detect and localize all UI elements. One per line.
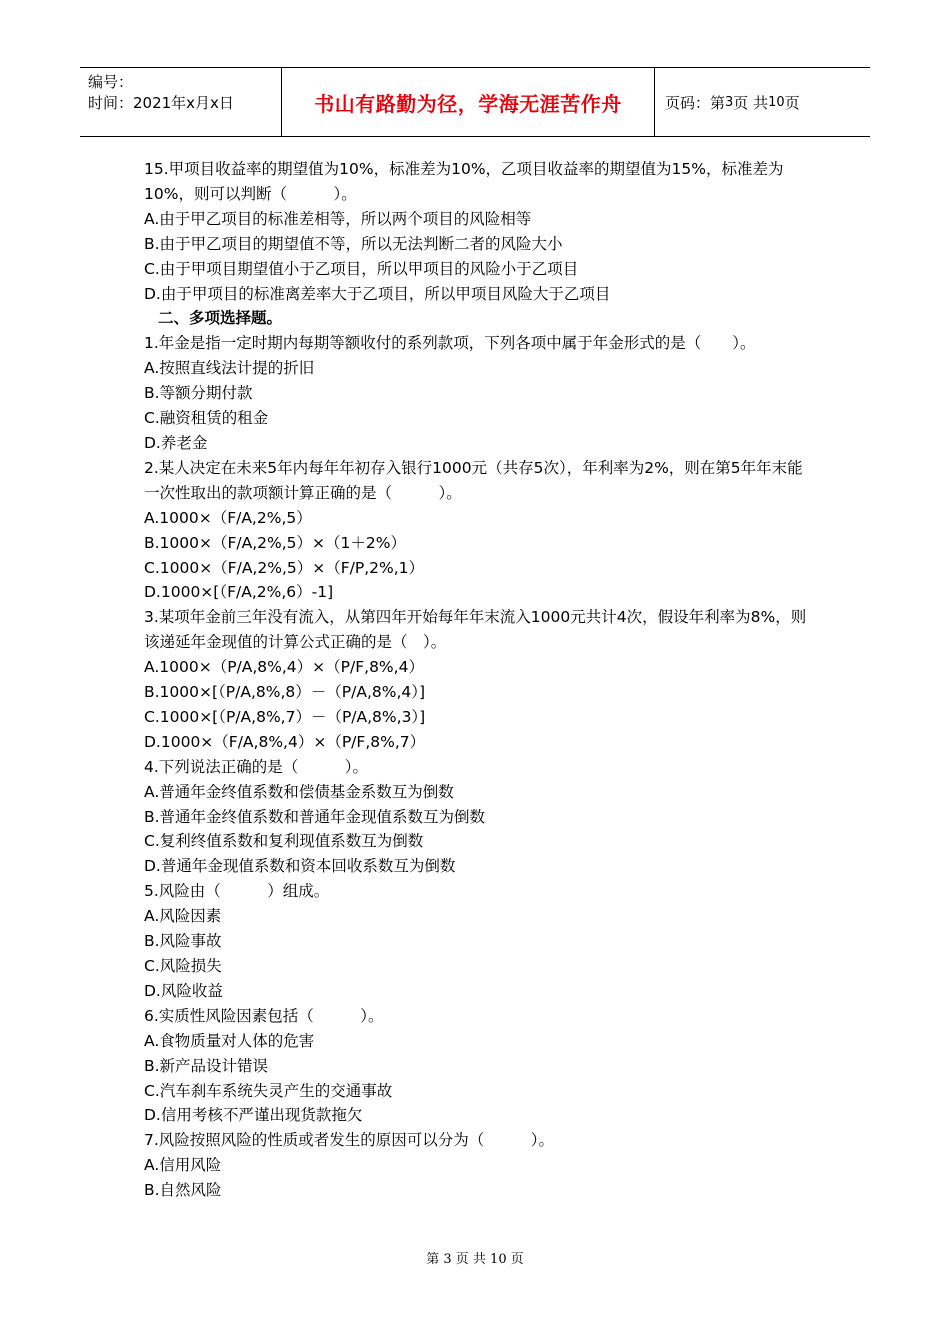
answer-option: C.1000×[（P/A,8%,7）－（P/A,8%,3）] — [144, 707, 426, 726]
answer-option: C.1000×（F/A,2%,5）×（F/P,2%,1） — [144, 558, 425, 577]
answer-option: A.1000×（F/A,2%,5） — [144, 508, 312, 527]
page-total: 10 — [768, 94, 785, 110]
header-motto: 书山有路勤为径，学海无涯苦作舟 — [282, 68, 655, 136]
question-stem: 1.年金是指一定时期内每期等额收付的系列款项，下列各项中属于年金形式的是（ ）。 — [144, 334, 756, 353]
answer-option: D.风险收益 — [144, 981, 223, 1000]
answer-option: C.汽车刹车系统失灵产生的交通事故 — [144, 1081, 393, 1100]
document-date-label: 时间：2021年x月x日 — [88, 94, 234, 112]
section-heading: 二、多项选择题。 — [158, 309, 283, 328]
answer-option: A.由于甲乙项目的标准差相等，所以两个项目的风险相等 — [144, 209, 532, 228]
answer-option: D.1000×[（F/A,2%,6）-1] — [144, 583, 334, 602]
page-mid: 页 共 — [733, 93, 769, 112]
answer-option: C.由于甲项目期望值小于乙项目，所以甲项目的风险小于乙项目 — [144, 259, 579, 278]
answer-option: C.融资租赁的租金 — [144, 409, 269, 428]
question-stem: 5.风险由（ ）组成。 — [144, 882, 330, 901]
answer-option: D.养老金 — [144, 433, 208, 452]
document-body — [144, 157, 814, 1203]
answer-option: B.风险事故 — [144, 932, 222, 951]
answer-option: A.食物质量对人体的危害 — [144, 1031, 315, 1050]
question-stem: 3.某项年金前三年没有流入，从第四年开始每年年末流入1000元共计4次，假设年利率为8%，则该递延年金现值的计算公式正确的是（ ）。 — [144, 608, 807, 652]
question-stem: 2.某人决定在未来5年内每年年初存入银行1000元（共存5次），年利率为2%，则在第5年年末能一次性取出的款项额计算正确的是（ ）。 — [144, 458, 803, 502]
answer-option: C.复利终值系数和复利现值系数互为倒数 — [144, 832, 424, 851]
document-number-label: 编号： — [88, 73, 134, 91]
answer-option: A.普通年金终值系数和偿债基金系数互为倒数 — [144, 782, 454, 801]
answer-option: B.等额分期付款 — [144, 384, 253, 403]
answer-option: B.由于甲乙项目的期望值不等，所以无法判断二者的风险大小 — [144, 234, 563, 253]
answer-option: B.普通年金终值系数和普通年金现值系数互为倒数 — [144, 807, 486, 826]
answer-option: D.由于甲项目的标准离差率大于乙项目，所以甲项目风险大于乙项目 — [144, 284, 611, 303]
answer-option: A.按照直线法计提的折旧 — [144, 359, 315, 378]
answer-option: B.1000×（F/A,2%,5）×（1＋2%） — [144, 533, 406, 552]
page-header — [80, 67, 870, 137]
answer-option: A.风险因素 — [144, 907, 222, 926]
page-prefix: 页码：第 — [665, 93, 726, 112]
header-meta — [80, 68, 282, 136]
page-footer: 第 3 页 共 10 页 — [426, 1252, 524, 1267]
question-stem: 7.风险按照风险的性质或者发生的原因可以分为（ ）。 — [144, 1131, 555, 1150]
answer-option: A.1000×（P/A,8%,4）×（P/F,8%,4） — [144, 658, 424, 677]
page-suffix: 页 — [784, 93, 800, 112]
question-stem: 15.甲项目收益率的期望值为10%，标准差为10%，乙项目收益率的期望值为15%，标准差为10%，则可以判断（ ）。 — [144, 160, 784, 203]
question-stem: 6.实质性风险因素包括（ ）。 — [144, 1006, 384, 1025]
answer-option: A.信用风险 — [144, 1156, 222, 1175]
answer-option: B.1000×[（P/A,8%,8）－（P/A,8%,4）] — [144, 683, 426, 702]
answer-option: C.风险损失 — [144, 957, 222, 975]
answer-option: D.普通年金现值系数和资本回收系数互为倒数 — [144, 857, 456, 876]
answer-option: D.1000×（F/A,8%,4）×（P/F,8%,7） — [144, 732, 426, 751]
answer-option: B.新产品设计错误 — [144, 1056, 269, 1075]
page-current: 3 — [725, 94, 734, 110]
answer-option: B.自然风险 — [144, 1181, 222, 1200]
question-stem: 4.下列说法正确的是（ ）。 — [144, 757, 369, 776]
answer-option: D.信用考核不严谨出现货款拖欠 — [144, 1106, 363, 1125]
header-page-indicator — [655, 68, 870, 136]
